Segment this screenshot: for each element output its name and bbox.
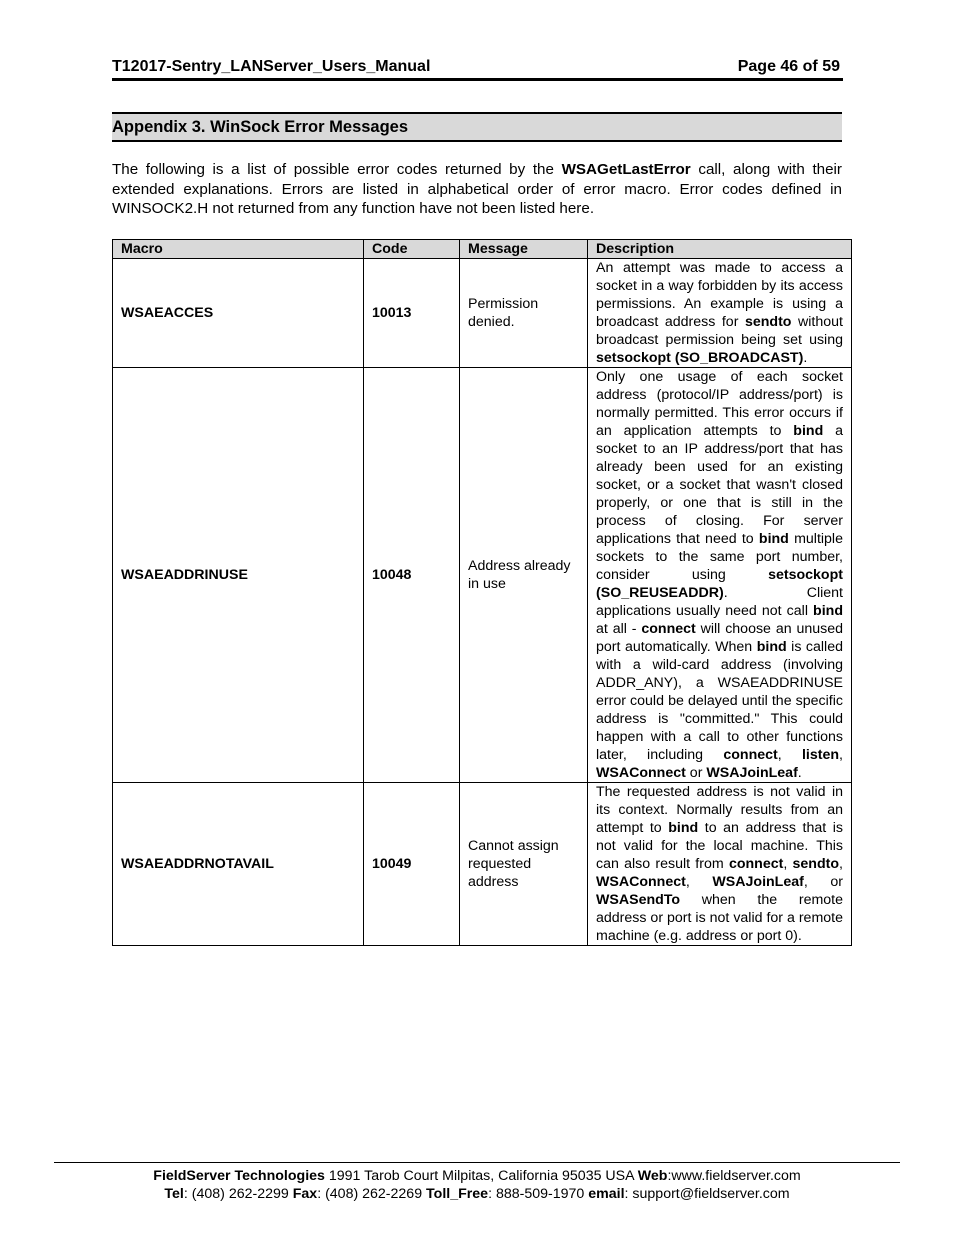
description-text: . bbox=[797, 765, 802, 781]
header-code: Code bbox=[364, 240, 460, 259]
description-cell bbox=[588, 368, 852, 783]
function-name: sendto bbox=[744, 314, 792, 330]
description-text: , bbox=[839, 747, 843, 763]
footer-line-2 bbox=[54, 1185, 900, 1203]
footer-email-label: email bbox=[588, 1186, 625, 1202]
footer-tollfree-label: Toll_Free bbox=[426, 1186, 489, 1202]
function-name: setsockopt (SO_REUSEADDR) bbox=[596, 567, 843, 601]
footer-line-1 bbox=[54, 1167, 900, 1185]
function-name: bind bbox=[668, 820, 699, 836]
code-cell: 10013 bbox=[364, 259, 460, 368]
function-name: bind bbox=[758, 531, 789, 547]
message-cell: Address already in use bbox=[460, 368, 588, 783]
header-macro: Macro bbox=[113, 240, 364, 259]
page-number: Page 46 of 59 bbox=[737, 58, 840, 75]
description-text: The requested address is not valid in its context. Normally results from an attempt to bbox=[596, 784, 843, 836]
footer-tel-label: Tel bbox=[164, 1186, 184, 1202]
function-name: sendto bbox=[792, 856, 840, 872]
macro-cell: WSAEADDRNOTAVAIL bbox=[113, 783, 364, 946]
message-cell: Cannot assign requested address bbox=[460, 783, 588, 946]
function-name: WSAConnect bbox=[596, 874, 686, 890]
footer-web-link[interactable]: :www.fieldserver.com bbox=[667, 1168, 801, 1184]
function-name: bind bbox=[756, 639, 787, 655]
description-text: Only one usage of each socket address (protocol/IP address/port) is normally permitted. This error occurs if an application attempts to bbox=[596, 369, 843, 439]
document-title: T12017-Sentry_LANServer_Users_Manual bbox=[112, 58, 431, 75]
description-text: when the remote address or port is not valid for a remote machine (e.g. address or port 0). bbox=[596, 892, 843, 944]
description-cell bbox=[588, 259, 852, 368]
page-footer bbox=[54, 1162, 900, 1203]
header-description: Description bbox=[588, 240, 852, 259]
description-text: . bbox=[803, 350, 808, 366]
description-text: without broadcast permission being set using bbox=[596, 314, 843, 348]
intro-text-after: call, along with their extended explanations. Errors are listed in alphabetical order of error macro. Error codes defined in WINSOCK2.H not returned from any function have not been listed here. bbox=[112, 161, 842, 217]
table-row bbox=[113, 783, 852, 946]
section-title: Appendix 3. WinSock Error Messages bbox=[112, 118, 409, 136]
page-header bbox=[112, 56, 843, 81]
description-text: , bbox=[839, 856, 843, 872]
footer-fax: : (408) 262-2269 bbox=[317, 1186, 427, 1202]
description-text: An attempt was made to access a socket in a way forbidden by its access permissions. An example is using a broadcast address for bbox=[596, 260, 843, 330]
function-name: setsockopt (SO_BROADCAST) bbox=[596, 350, 804, 366]
description-text: at all - bbox=[596, 621, 642, 637]
code-cell: 10048 bbox=[364, 368, 460, 783]
function-name: connect bbox=[728, 856, 784, 872]
function-name: WSASendTo bbox=[596, 892, 681, 908]
table-row bbox=[113, 259, 852, 368]
description-text: , or bbox=[803, 874, 843, 890]
function-name: WSAJoinLeaf bbox=[712, 874, 804, 890]
error-table bbox=[112, 239, 852, 946]
header-message: Message bbox=[460, 240, 588, 259]
description-text: or bbox=[685, 765, 707, 781]
footer-address: 1991 Tarob Court Milpitas, California 95035 USA bbox=[324, 1168, 638, 1184]
footer-email-link[interactable]: : support@fieldserver.com bbox=[624, 1186, 790, 1202]
function-name: bind bbox=[813, 603, 843, 619]
description-text: . Client applications usually need not call bbox=[596, 585, 843, 619]
function-name: connect bbox=[723, 747, 778, 763]
description-text: , bbox=[777, 747, 802, 763]
footer-web-label: Web bbox=[637, 1168, 668, 1184]
message-cell: Permission denied. bbox=[460, 259, 588, 368]
code-cell: 10049 bbox=[364, 783, 460, 946]
table-row bbox=[113, 368, 852, 783]
function-name: WSAConnect bbox=[596, 765, 686, 781]
section-heading bbox=[112, 112, 842, 142]
function-name: bind bbox=[793, 423, 824, 439]
function-name: connect bbox=[641, 621, 696, 637]
description-text: , bbox=[783, 856, 793, 872]
footer-company: FieldServer Technologies bbox=[153, 1168, 325, 1184]
macro-cell: WSAEACCES bbox=[113, 259, 364, 368]
description-text: a socket to an IP address/port that has already been used for an existing socket, or a socket that wasn't closed properly, or one that is still in the process of closing. For server applications that need to bbox=[596, 423, 843, 547]
description-text: to an address that is not valid for the local machine. This can also result from bbox=[596, 820, 843, 872]
footer-tollfree: : 888-509-1970 bbox=[488, 1186, 589, 1202]
description-text: will choose an unused port automatically. When bbox=[596, 621, 844, 655]
intro-paragraph bbox=[112, 160, 842, 219]
footer-fax-label: Fax bbox=[292, 1186, 318, 1202]
macro-cell: WSAEADDRINUSE bbox=[113, 368, 364, 783]
intro-function-name: WSAGetLastError bbox=[561, 161, 691, 178]
description-cell bbox=[588, 783, 852, 946]
function-name: listen bbox=[801, 747, 840, 763]
footer-tel: : (408) 262-2299 bbox=[183, 1186, 293, 1202]
description-text: multiple sockets to the same port number, consider using bbox=[596, 531, 843, 583]
description-text: , bbox=[685, 874, 713, 890]
description-text: is called with a wild-card address (involving ADDR_ANY), a WSAEADDRINUSE error could be delayed until the specific address is "committed." This could happen with a call to other functions later, including bbox=[596, 639, 843, 763]
intro-text-before: The following is a list of possible error codes returned by the bbox=[112, 161, 562, 178]
function-name: WSAJoinLeaf bbox=[706, 765, 798, 781]
table-header-row bbox=[113, 240, 852, 259]
